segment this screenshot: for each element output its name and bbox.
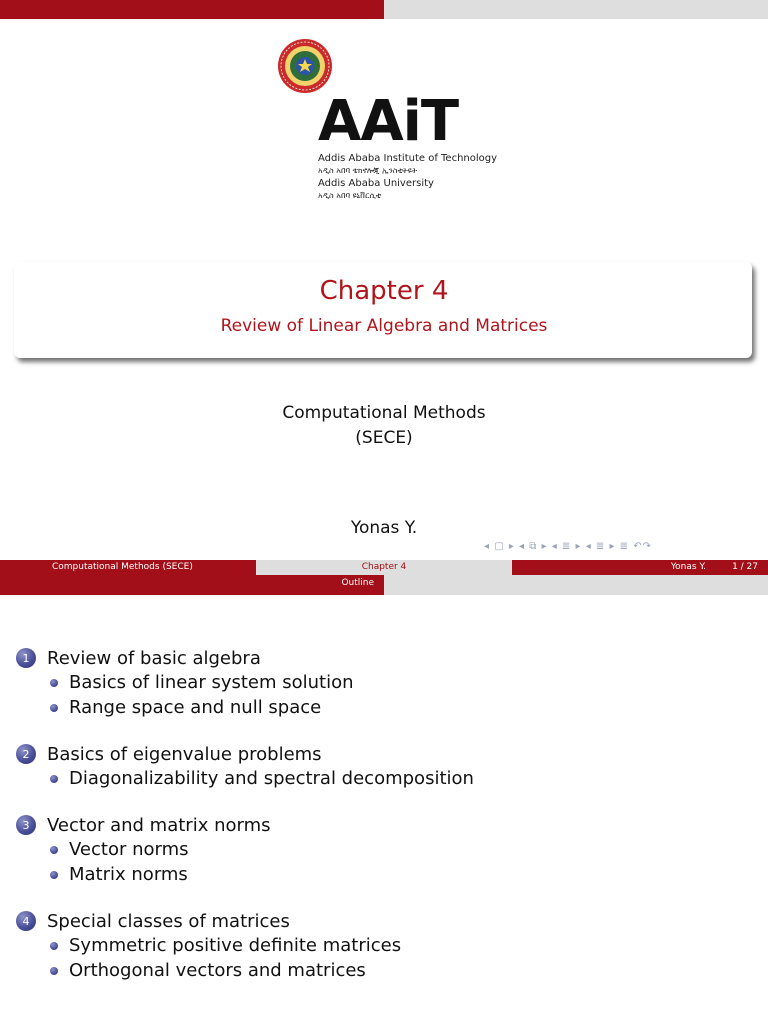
footer-chapter: Chapter 4 [361, 562, 407, 572]
logo-line-english-institute: Addis Ababa Institute of Technology [318, 153, 498, 164]
subsection-title: Diagonalizability and spectral decomposition [69, 768, 474, 789]
logo-line-amharic-institute: አዲስ አበባ ቴክኖሎጂ ኢንስቲትዩት [318, 166, 418, 175]
outline-subsection-row[interactable] [50, 670, 756, 695]
subsection-title: Basics of linear system solution [69, 672, 354, 693]
subsection-title: Orthogonal vectors and matrices [69, 960, 366, 981]
logo-line-amharic-university: አዲስ አበባ ዩኒቨርሲቲ [318, 191, 382, 200]
course-name-line2: (SECE) [355, 428, 413, 448]
footer-course: Computational Methods (SECE) [52, 562, 193, 572]
top-header-bar [0, 0, 768, 19]
section-number-badge: 3 [16, 815, 36, 835]
outline-header-bar [0, 575, 768, 595]
slide-title: Chapter 4 [319, 276, 449, 306]
outline-section-row[interactable] [16, 909, 756, 933]
section-number-badge: 2 [16, 744, 36, 764]
outline-section [16, 646, 756, 720]
outline-subsection-row[interactable] [50, 837, 756, 862]
footer-left [0, 560, 256, 575]
outline-section [16, 909, 756, 983]
outline-section [16, 742, 756, 791]
bullet-icon [50, 942, 58, 950]
bullet-icon [50, 871, 58, 879]
course-name [0, 401, 768, 451]
outline-subsection-row[interactable] [50, 933, 756, 958]
footer-page-number: 1 / 27 [732, 562, 758, 572]
slide-subtitle: Review of Linear Algebra and Matrices [220, 316, 548, 336]
bullet-icon [50, 775, 58, 783]
outline-section-row[interactable] [16, 646, 756, 670]
outline-subsection-row[interactable] [50, 695, 756, 720]
slide-footer [0, 560, 768, 575]
section-number-badge: 1 [16, 648, 36, 668]
bullet-icon [50, 704, 58, 712]
institute-logo [318, 89, 558, 202]
footer-center [256, 560, 512, 575]
subsection-title: Symmetric positive definite matrices [69, 935, 402, 956]
outline-header-label: Outline [341, 578, 374, 588]
outline-section-row[interactable] [16, 742, 756, 766]
bullet-icon [50, 967, 58, 975]
outline-subsection-row[interactable] [50, 766, 756, 791]
subsection-title: Matrix norms [69, 864, 188, 885]
beamer-navigation-icons[interactable]: ◂ ▢ ▸ ◂ ⧉ ▸ ◂ ≣ ▸ ◂ ≣ ▸ ≣ ↶↷ [484, 541, 652, 552]
header-bar-red [0, 0, 384, 19]
logo-line-english-university: Addis Ababa University [318, 178, 434, 189]
footer-right [512, 560, 768, 575]
bullet-icon [50, 846, 58, 854]
logo-wordmark: AAiT [318, 89, 459, 154]
subsection-title: Vector norms [69, 839, 189, 860]
section-number-badge: 4 [16, 911, 36, 931]
course-name-line1: Computational Methods [282, 403, 486, 423]
outline-subsection-row[interactable] [50, 958, 756, 983]
footer-author: Yonas Y. [670, 562, 706, 572]
section-title: Vector and matrix norms [47, 814, 271, 836]
outline-header-red [0, 575, 384, 595]
outline-header-grey [384, 575, 768, 595]
outline-section-row[interactable] [16, 813, 756, 837]
outline-section [16, 813, 756, 887]
bullet-icon [50, 679, 58, 687]
author-name: Yonas Y. [350, 518, 418, 538]
outline-list [16, 646, 756, 1005]
section-title: Review of basic algebra [47, 647, 261, 669]
section-title: Special classes of matrices [47, 910, 290, 932]
outline-subsection-row[interactable] [50, 862, 756, 887]
university-seal-icon [277, 38, 333, 94]
subsection-title: Range space and null space [69, 697, 322, 718]
section-title: Basics of eigenvalue problems [47, 743, 322, 765]
header-bar-grey [384, 0, 768, 19]
